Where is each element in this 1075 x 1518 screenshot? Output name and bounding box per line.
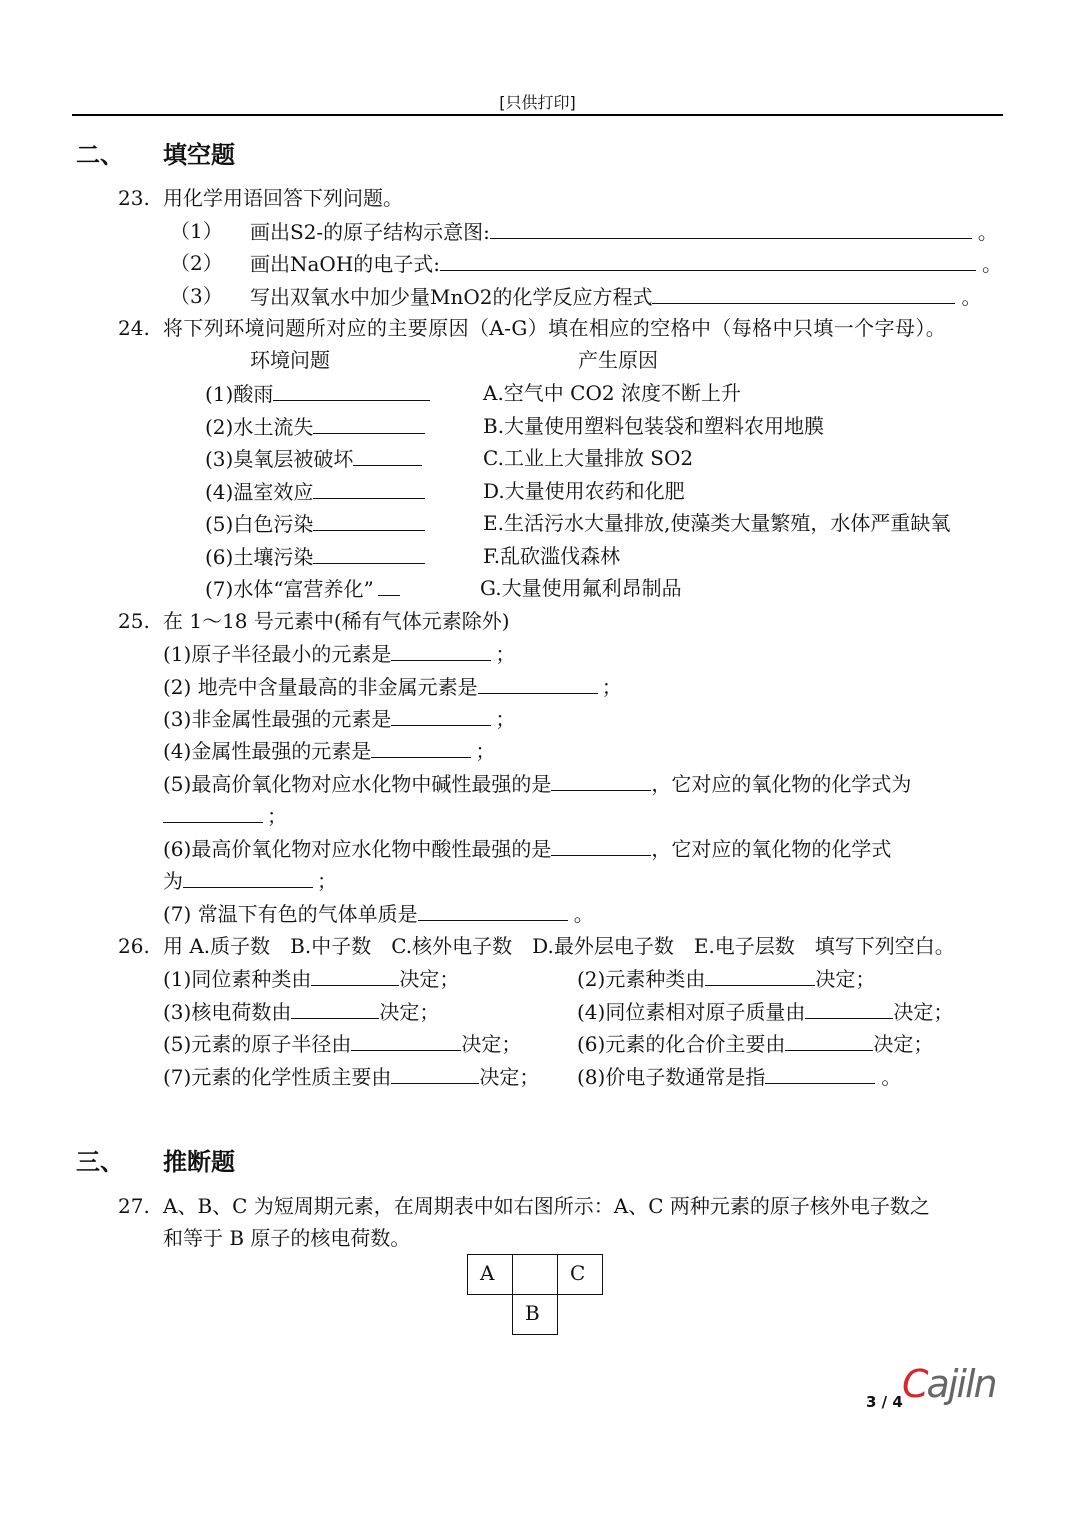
- question-number: 25.: [118, 609, 150, 633]
- answer-blank[interactable]: [313, 510, 425, 531]
- cell-empty: [513, 1255, 558, 1295]
- problem-label: (5)白色污染: [205, 512, 314, 536]
- problem-label: (7)水体“富营养化”: [205, 577, 374, 601]
- sub-text: ，它对应的氧化物的化学式为: [651, 772, 912, 796]
- problem-label: (6)土壤污染: [205, 545, 314, 569]
- cause-option: A.空气中 CO2 浓度不断上升: [483, 381, 741, 405]
- sub-text: 画出NaOH的电子式:: [250, 252, 440, 276]
- answer-blank[interactable]: [273, 380, 430, 401]
- problem-label: (3)臭氧层被破坏: [205, 447, 354, 471]
- suffix: 决定；: [893, 1000, 954, 1024]
- answer-blank[interactable]: [313, 413, 425, 434]
- section-title: 填空题: [163, 141, 235, 169]
- answer-blank[interactable]: [440, 250, 976, 271]
- period: 。: [573, 902, 594, 926]
- sub-text: (7) 常温下有色的气体单质是: [163, 902, 418, 926]
- question-text: 和等于 B 原子的核电荷数。: [163, 1226, 411, 1250]
- sub-text: (2)元素种类由: [577, 967, 706, 991]
- semicolon: ；: [601, 675, 622, 699]
- answer-blank[interactable]: [391, 705, 491, 726]
- question-text: A、B、C 为短周期元素，在周期表中如右图所示：A、C 两种元素的原子核外电子数之: [163, 1194, 930, 1218]
- sub-text: (1)同位素种类由: [163, 967, 312, 991]
- sub-text: (8)价电子数通常是指: [577, 1065, 766, 1089]
- question-number: 24.: [118, 316, 150, 340]
- sub-text: (4)同位素相对原子质量由: [577, 1000, 806, 1024]
- cause-option: D.大量使用农药和化肥: [483, 479, 685, 503]
- answer-blank[interactable]: [163, 802, 263, 823]
- answer-blank[interactable]: [551, 770, 651, 791]
- suffix: 决定；: [399, 967, 460, 991]
- sub-text: (6)元素的化合价主要由: [577, 1032, 786, 1056]
- semicolon: ；: [495, 707, 516, 731]
- sub-text: (6)最高价氧化物对应水化物中酸性最强的是: [163, 837, 552, 861]
- question-number: 23.: [118, 186, 150, 210]
- section-number: 三、: [76, 1148, 124, 1176]
- period: 。: [982, 252, 1002, 276]
- semicolon: ；: [267, 804, 287, 828]
- cause-option: C.工业上大量排放 SO2: [483, 446, 694, 470]
- sub-text: (3)非金属性最强的元素是: [163, 707, 392, 731]
- answer-blank[interactable]: [183, 867, 313, 888]
- answer-blank[interactable]: [478, 673, 598, 694]
- answer-blank[interactable]: [313, 543, 425, 564]
- periodic-table-diagram: [467, 1254, 603, 1335]
- column-header: 环境问题: [250, 348, 330, 372]
- sub-text: (1)原子半径最小的元素是: [163, 642, 392, 666]
- suffix: 决定；: [461, 1032, 522, 1056]
- semicolon: ；: [317, 869, 337, 893]
- sub-text: (3)核电荷数由: [163, 1000, 292, 1024]
- answer-blank[interactable]: [353, 445, 422, 466]
- cell-b: B: [513, 1295, 558, 1335]
- answer-blank[interactable]: [765, 1063, 875, 1084]
- cause-option: G.大量使用氟利昂制品: [480, 576, 682, 600]
- period: 。: [881, 1065, 902, 1089]
- semicolon: ；: [495, 642, 516, 666]
- question-stem: 将下列环境问题所对应的主要原因（A-G）填在相应的空格中（每格中只填一个字母）。: [163, 316, 947, 340]
- suffix: 决定；: [815, 967, 876, 991]
- page-header: [只供打印]: [499, 93, 576, 112]
- answer-blank[interactable]: [805, 998, 893, 1019]
- cause-option: E.生活污水大量排放,使藻类大量繁殖，水体严重缺氧: [483, 511, 951, 535]
- sub-number: （3）: [170, 284, 223, 308]
- sub-text: 为: [163, 869, 183, 893]
- brand-logo: Cajiln: [902, 1362, 996, 1406]
- question-number: 27.: [118, 1194, 150, 1218]
- sub-text: (2) 地壳中含量最高的非金属元素是: [163, 675, 478, 699]
- semicolon: ；: [475, 739, 496, 763]
- answer-blank[interactable]: [371, 737, 471, 758]
- answer-blank[interactable]: [785, 1030, 873, 1051]
- problem-label: (4)温室效应: [205, 480, 314, 504]
- section-title: 推断题: [163, 1148, 235, 1176]
- sub-number: （1）: [170, 219, 223, 243]
- sub-text: (5)最高价氧化物对应水化物中碱性最强的是: [163, 772, 552, 796]
- sub-text: 画出S2-的原子结构示意图:: [250, 220, 490, 244]
- cell-blank: [468, 1295, 513, 1335]
- suffix: 决定；: [873, 1032, 934, 1056]
- sub-text: (5)元素的原子半径由: [163, 1032, 352, 1056]
- period: 。: [961, 285, 982, 309]
- sub-text: ，它对应的氧化物的化学式: [651, 837, 892, 861]
- cause-option: B.大量使用塑料包装袋和塑料农用地膜: [483, 414, 825, 438]
- cell-c: C: [558, 1255, 603, 1295]
- period: 。: [977, 220, 998, 244]
- problem-label: (2)水土流失: [205, 415, 314, 439]
- problem-label: (1)酸雨: [205, 382, 274, 406]
- sub-text: 写出双氧水中加少量MnO2的化学反应方程式: [250, 285, 653, 309]
- answer-blank[interactable]: [351, 1030, 461, 1051]
- suffix: 决定；: [379, 1000, 440, 1024]
- suffix: 决定；: [479, 1065, 540, 1089]
- answer-blank[interactable]: [291, 998, 379, 1019]
- answer-blank[interactable]: [313, 478, 425, 499]
- answer-blank[interactable]: [551, 835, 651, 856]
- section-number: 二、: [76, 141, 124, 169]
- answer-blank[interactable]: [391, 1063, 479, 1084]
- cause-option: F.乱砍滥伐森林: [483, 544, 621, 568]
- column-header: 产生原因: [578, 348, 658, 372]
- answer-blank[interactable]: [490, 218, 972, 239]
- sub-number: （2）: [170, 251, 223, 275]
- cell-a: A: [468, 1255, 513, 1295]
- answer-blank[interactable]: [652, 283, 955, 304]
- question-stem: 用化学用语回答下列问题。: [163, 186, 403, 210]
- answer-blank[interactable]: [391, 640, 491, 661]
- answer-blank[interactable]: [311, 965, 399, 986]
- sub-text: (4)金属性最强的元素是: [163, 739, 372, 763]
- question-stem: 用 A.质子数 B.中子数 C.核外电子数 D.最外层电子数 E.电子层数 填写下列空白。: [163, 934, 955, 958]
- question-stem: 在 1～18 号元素中(稀有气体元素除外): [163, 609, 510, 633]
- header-rule: [72, 114, 1003, 116]
- answer-blank[interactable]: [378, 575, 400, 596]
- answer-blank[interactable]: [705, 965, 815, 986]
- question-number: 26.: [118, 934, 150, 958]
- cell-blank: [558, 1295, 603, 1335]
- answer-blank[interactable]: [418, 900, 568, 921]
- page-number: 3 / 4: [866, 1393, 903, 1411]
- sub-text: (7)元素的化学性质主要由: [163, 1065, 392, 1089]
